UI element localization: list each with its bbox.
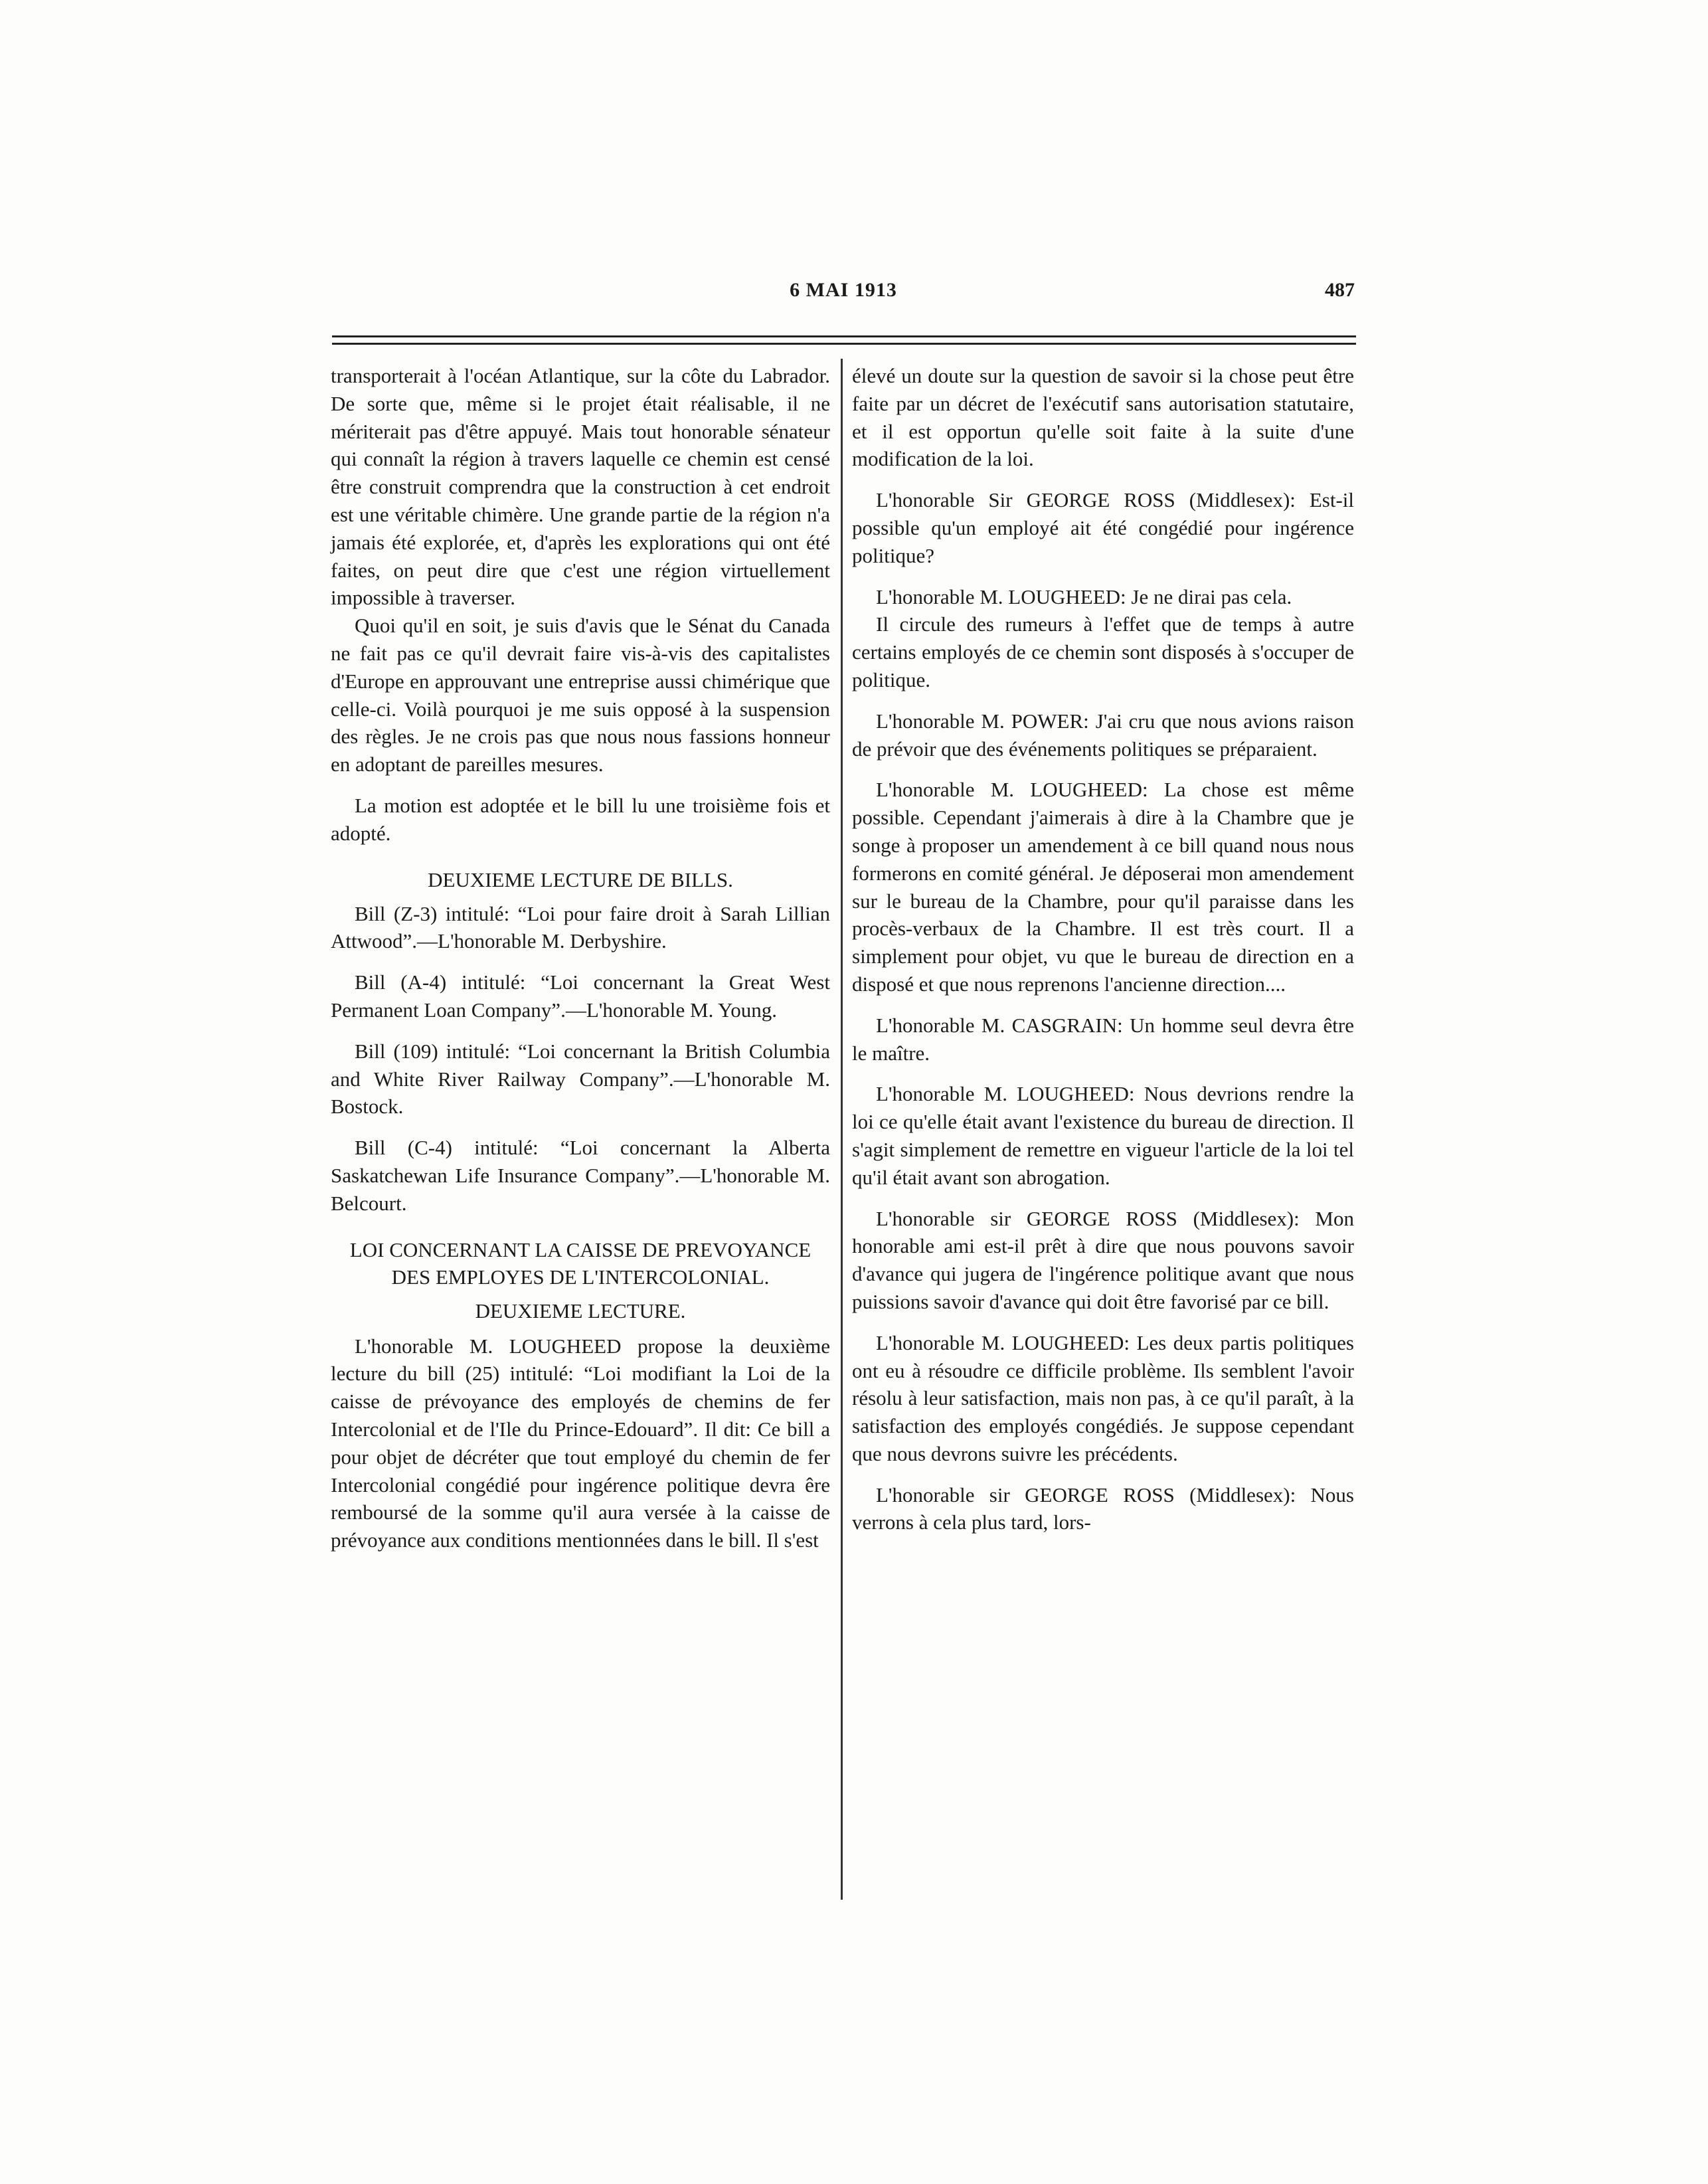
bill-entry: Bill (109) intitulé: “Loi concernant la British Columbia and White River Railway Company”.—L'honorable M. Bostock. bbox=[331, 1039, 830, 1119]
section-subheading: DEUXIEME LECTURE. bbox=[475, 1299, 686, 1322]
paragraph: La motion est adoptée et le bill lu une troisième fois et adopté. bbox=[331, 793, 830, 845]
column-divider bbox=[841, 359, 843, 1900]
speech-paragraph: L'honorable sir GEORGE ROSS (Middlesex): Mon honorable ami est-il prêt à dire que nous pouvons savoir d'avance qui jugera de l'ingérence politique avant que nous puissions savoir d'avance qui doit être favorisé par ce bill. bbox=[852, 1206, 1354, 1313]
speech-paragraph: L'honorable M. LOUGHEED: La chose est même possible. Cependant j'aimerais à dire à la Chambre que je songe à proposer un amendement à ce bill quand nous nous formerons en comité général. Je déposerai mon amendement sur le bureau de la Chambre, pour qu'il paraisse dans les procès-verbaux de la Chambre. Il est très court. Il a simplement pour objet, vu que le bureau de direction en a disposé et que nous reprenons l'ancienne direction.... bbox=[852, 778, 1354, 996]
speech-paragraph: L'honorable M. LOUGHEED: Les deux partis politiques ont eu à résoudre ce difficile problème. Ils semblent l'avoir résolu à leur satisfaction, mais non pas, à ce qu'il paraît, à la satisfaction des employés congédiés. Je suppose cependant que nous devrons suivre les précédents. bbox=[852, 1330, 1354, 1465]
section-heading-bills: DEUXIEME LECTURE DE BILLS. bbox=[428, 867, 733, 891]
section-heading-loi: LOI CONCERNANT LA CAISSE DE PREVOYANCE DES EMPLOYES DE L'INTERCOLONIAL. bbox=[349, 1237, 811, 1289]
page-header bbox=[332, 279, 1355, 319]
bill-entry: Bill (Z-3) intitulé: “Loi pour faire droit à Sarah Lillian Attwood”.—L'honorable M. Derbyshire. bbox=[331, 901, 830, 953]
header-rule-top bbox=[332, 335, 1356, 337]
paragraph: L'honorable M. LOUGHEED propose la deuxième lecture du bill (25) intitulé: “Loi modifiant la Loi de la caisse de prévoyance des employés de chemins de fer Intercolonial et de l'Ile du Prince-Edouard”. Il dit: Ce bill a pour objet de décréter que tout employé du chemin de fer Intercolonial congédié pour ingérence politique devra êre remboursé de la somme qu'il aura versée à la caisse de prévoyance aux conditions mentionnées dans le bill. Il s'est bbox=[331, 1334, 830, 1552]
speech-paragraph: L'honorable M. CASGRAIN: Un homme seul devra être le maître. bbox=[852, 1013, 1354, 1065]
speech-paragraph: Il circule des rumeurs à l'effet que de temps à autre certains employés de ce chemin sont disposés à s'occuper de politique. bbox=[852, 612, 1354, 691]
bill-entry: Bill (A-4) intitulé: “Loi concernant la Great West Permanent Loan Company”.—L'honorable M. Young. bbox=[331, 970, 830, 1022]
header-rule-bottom bbox=[332, 343, 1356, 345]
speech-paragraph: L'honorable M. LOUGHEED: Nous devrions rendre la loi ce qu'elle était avant l'existence du bureau de direction. Il s'agit simplement de remettre en vigueur l'article de la loi tel qu'il était avant son abrogation. bbox=[852, 1082, 1354, 1189]
right-column bbox=[852, 362, 1354, 1550]
speech-paragraph: L'honorable sir GEORGE ROSS (Middlesex): Nous verrons à cela plus tard, lors- bbox=[852, 1483, 1354, 1534]
paragraph: Quoi qu'il en soit, je suis d'avis que le Sénat du Canada ne fait pas ce qu'il devrait faire vis-à-vis des capitalistes d'Europe en approuvant une entreprise aussi chimérique que celle-ci. Voilà pourquoi je me suis opposé à la suspension des règles. Je ne crois pas que nous nous fassions honneur en adoptant de pareilles mesures. bbox=[331, 614, 830, 776]
bill-entry: Bill (C-4) intitulé: “Loi concernant la Alberta Saskatchewan Life Insurance Company”.—L'honorable M. Belcourt. bbox=[331, 1136, 830, 1215]
page-date: 6 MAI 1913 bbox=[790, 279, 897, 301]
page-number: 487 bbox=[1325, 279, 1355, 301]
speech-paragraph: L'honorable M. POWER: J'ai cru que nous avions raison de prévoir que des événements politiques se préparaient. bbox=[852, 709, 1354, 761]
paragraph: élevé un doute sur la question de savoir si la chose peut être faite par un décret de l'exécutif sans autorisation statutaire, et il est opportun qu'elle soit faite à la suite d'une modification de la loi. bbox=[852, 364, 1354, 471]
speech-paragraph: L'honorable Sir GEORGE ROSS (Middlesex): Est-il possible qu'un employé ait été congédié pour ingérence politique? bbox=[852, 488, 1354, 567]
speech-paragraph: L'honorable M. LOUGHEED: Je ne dirai pas cela. bbox=[876, 585, 1292, 608]
left-column bbox=[331, 362, 830, 1568]
paragraph: transporterait à l'océan Atlantique, sur la côte du Labrador. De sorte que, même si le projet était réalisable, il ne mériterait pas d'être appuyé. Mais tout honorable sénateur qui connaît la région à travers laquelle ce chemin est censé être construit comprendra que la construction à cet endroit est une véritable chimère. Une grande partie de la région n'a jamais été explorée, et, d'après les explorations qui ont été faites, on peut dire que c'est une région virtuellement impossible à traverser. bbox=[331, 364, 830, 610]
